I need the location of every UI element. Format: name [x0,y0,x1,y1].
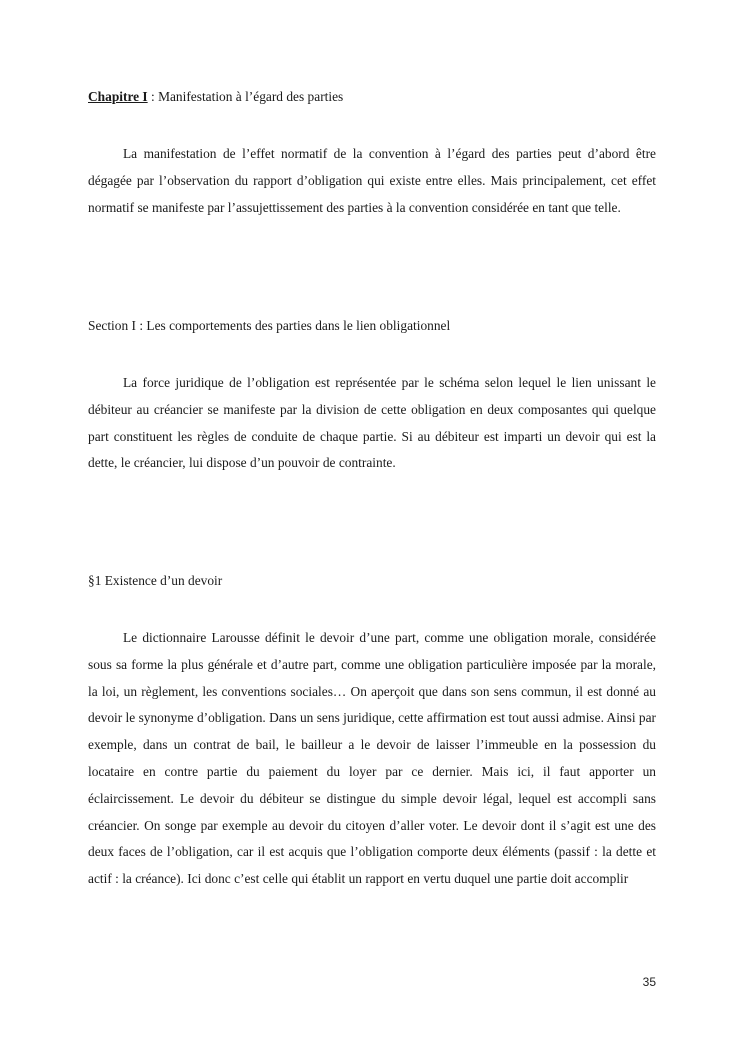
chapter-title: Manifestation à l’égard des parties [158,89,344,104]
section-paragraph: La force juridique de l’obligation est représentée par le schéma selon lequel le lien unissant le débiteur au créancier se manifeste par la division de cette obligation en deux composantes qui quelque part constituent les règles de conduite de chaque partie. Si au débiteur est imparti un devoir qui est la dette, le créancier, lui dispose d’un pouvoir de contrainte. [88,375,656,471]
chapter-separator: : [147,89,159,104]
subsection-heading: §1 Existence d’un devoir [88,573,223,588]
section-heading: Section I : Les comportements des parties dans le lien obligationnel [88,318,451,333]
chapter-label: Chapitre I [88,89,148,104]
chapter-heading [88,88,656,106]
intro-paragraph: La manifestation de l’effet normatif de la convention à l’égard des parties peut d’abord être dégagée par l’observation du rapport d’obligation qui existe entre elles. Mais principalement, cet effet normatif se manifeste par l’assujettissement des parties à la convention considérée en tant que telle. [88,146,656,215]
subsection-paragraph: Le dictionnaire Larousse définit le devoir d’une part, comme une obligation morale, considérée sous sa forme la plus générale et d’autre part, comme une obligation particulière imposée par la morale, la loi, un règlement, les conventions sociales… On aperçoit que dans son sens commun, il est donné au devoir le synonyme d’obligation. Dans un sens juridique, cette affirmation est tout aussi admise. Ainsi par exemple, dans un contrat de bail, le bailleur a le devoir de laisser l’immeuble en la possession du locataire en contre partie du paiement du loyer par ce dernier. Mais ici, il faut apporter un éclaircissement. Le devoir du débiteur se distingue du simple devoir légal, lequel est accompli sans créancier. On songe par exemple au devoir du citoyen d’aller voter. Le devoir dont il s’agit est une des deux faces de l’obligation, car il est acquis que l’obligation comporte deux éléments (passif : la dette et actif : la créance). Ici donc c’est celle qui établit un rapport en vertu duquel une partie doit accomplir [88,630,657,887]
page-number: 35 [642,975,656,989]
